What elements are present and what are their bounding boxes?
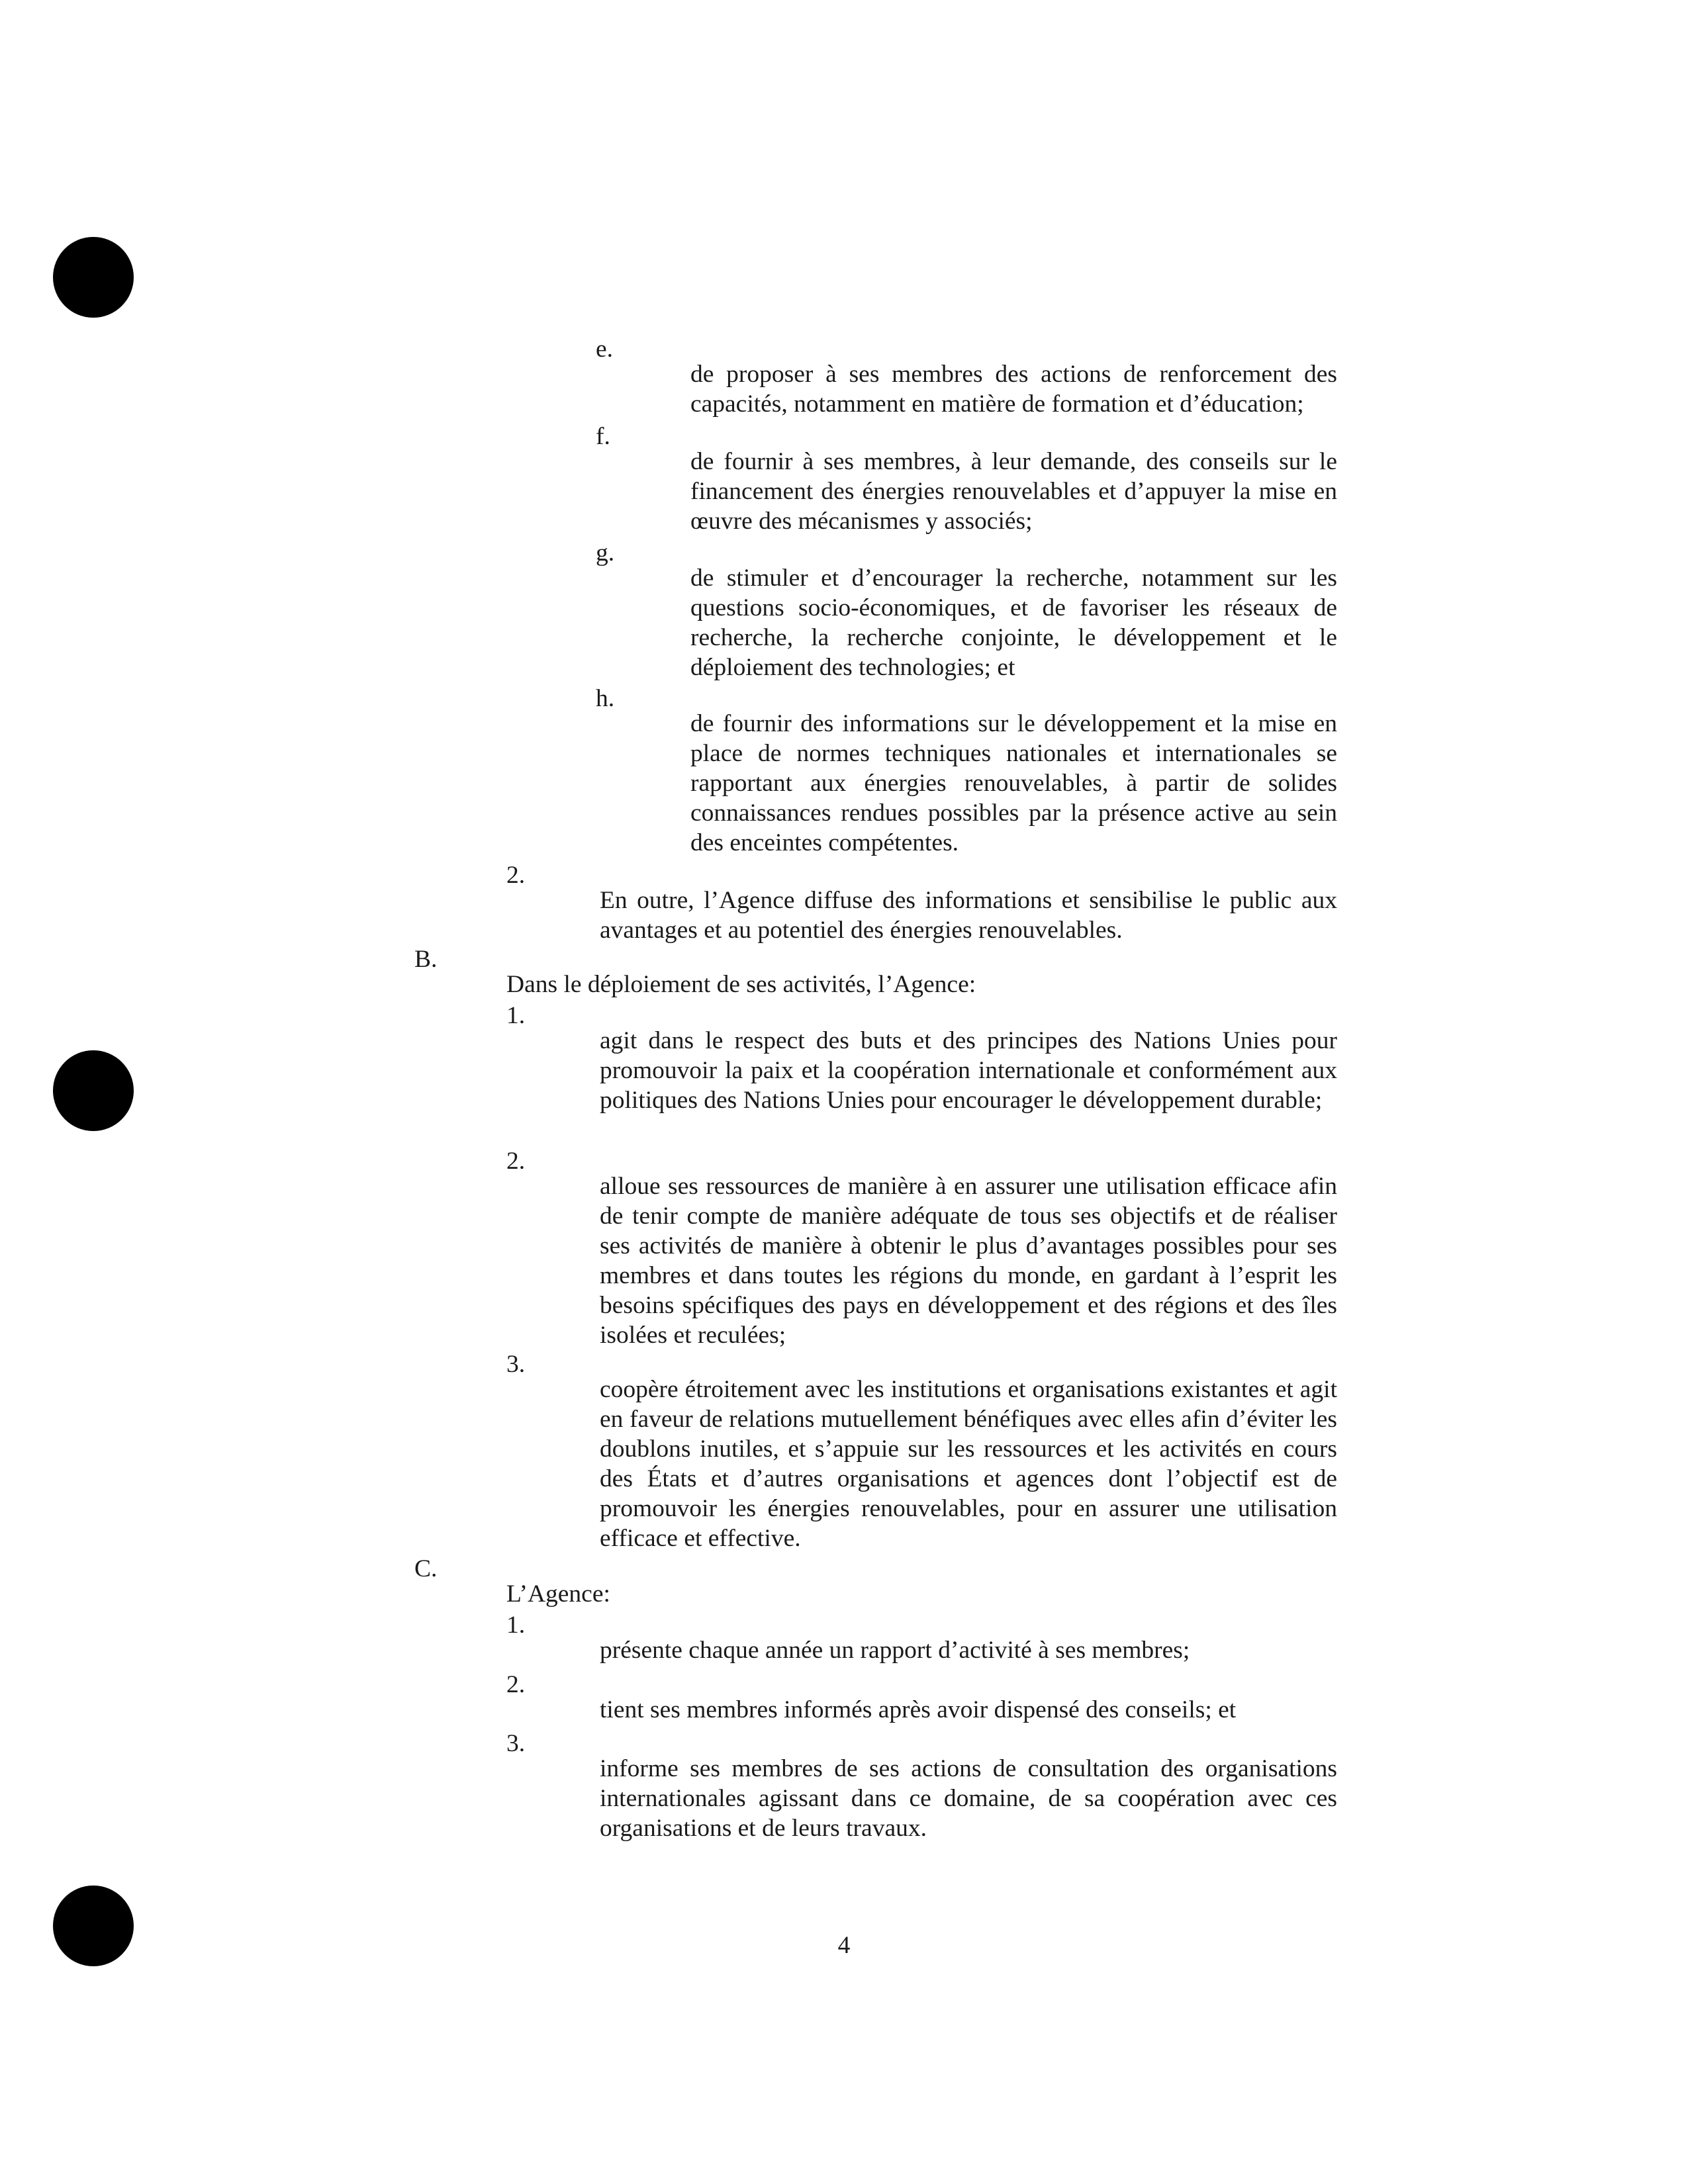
- list-item-text: de stimuler et d’encourager la recherche, notamment sur les questions socio-économiques, et de favoriser les réseaux de recherche, la recherche conjointe, le développement et le déploiement des technologies; et: [690, 564, 1337, 681]
- list-item-text: agit dans le respect des buts et des principes des Nations Unies pour promouvoir la paix et la coopération internationale et conformément aux politiques des Nations Unies pour encourager le développement durable;: [600, 1026, 1337, 1114]
- list-item-text: alloue ses ressources de manière à en assurer une utilisation efficace afin de tenir compte de manière adéquate de tous ses objectifs et de réaliser ses activités de manière à obtenir le plus d’avantages possibles pour ses membres et dans toutes les régions du monde, en gardant à l’esprit les besoins spécifiques des pays en développement et des régions et des îles isolées et reculées;: [600, 1172, 1337, 1349]
- list-marker: 2.: [506, 1671, 526, 1698]
- list-item-text: de fournir des informations sur le développement et la mise en place de normes techniques nationales et internationales se rapportant aux énergies renouvelables, à partir de solides connaissances rendues possibles par la présence active au sein des enceintes compétentes.: [690, 709, 1337, 856]
- list-item-text: de fournir à ses membres, à leur demande, des conseils sur le financement des énergies renouvelables et d’appuyer la mise en œuvre des mécanismes y associés;: [690, 447, 1337, 535]
- list-item-text: présente chaque année un rapport d’activité à ses membres;: [600, 1636, 1190, 1664]
- list-marker: 3.: [506, 1351, 526, 1378]
- section-marker: C.: [414, 1555, 438, 1582]
- list-marker: f.: [596, 423, 610, 450]
- section-heading-text: L’Agence:: [506, 1580, 610, 1608]
- list-marker: 3.: [506, 1730, 526, 1757]
- list-item-text: de proposer à ses membres des actions de renforcement des capacités, notamment en matière de formation et d’éducation;: [690, 360, 1337, 418]
- list-item-text: tient ses membres informés après avoir dispensé des conseils; et: [600, 1696, 1237, 1723]
- list-item-text: informe ses membres de ses actions de consultation des organisations internationales agissant dans ce domaine, de sa coopération avec ces organisations et de leurs travaux.: [600, 1754, 1337, 1842]
- list-marker: 1.: [506, 1002, 526, 1029]
- list-item-text: En outre, l’Agence diffuse des informations et sensibilise le public aux avantages et au potentiel des énergies renouvelables.: [600, 886, 1337, 944]
- page-number: 4: [837, 1932, 851, 1959]
- list-marker: e.: [596, 336, 614, 363]
- section-heading-text: Dans le déploiement de ses activités, l’Agence:: [506, 970, 976, 998]
- binder-hole: [53, 1050, 134, 1131]
- list-marker: 1.: [506, 1612, 526, 1639]
- binder-hole: [53, 237, 134, 318]
- list-marker: h.: [596, 685, 615, 712]
- list-marker: 2.: [506, 862, 526, 889]
- section-marker: B.: [414, 946, 438, 973]
- list-marker: 2.: [506, 1148, 526, 1175]
- list-item-text: coopère étroitement avec les institutions et organisations existantes et agit en faveur de relations mutuellement bénéfiques avec elles afin d’éviter les doublons inutiles, et s’appuie sur les ressources et les activités en cours des États et d’autres organisations et agences dont l’objectif est de promouvoir les énergies renouvelables, pour en assurer une utilisation efficace et effective.: [600, 1375, 1337, 1552]
- list-marker: g.: [596, 539, 615, 567]
